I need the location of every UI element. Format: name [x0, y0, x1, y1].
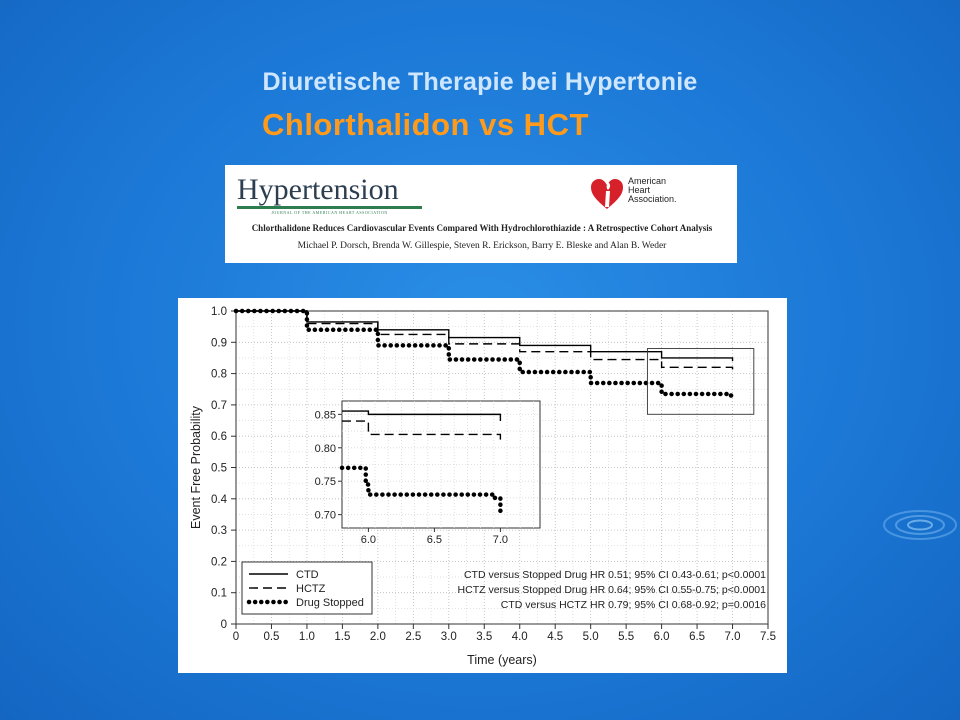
article-title: Chlorthalidone Reduces Cardiovascular Events Compared With Hydrochlorothiazide : A Retrospective Cohort Analysis	[251, 223, 713, 233]
y-tick-label: 0	[220, 619, 227, 631]
slide-title: Diuretische Therapie bei Hypertonie	[262, 68, 698, 96]
y-tick-label: 0.9	[211, 337, 227, 350]
km-chart	[178, 298, 787, 673]
x-tick-label: 4.5	[547, 631, 564, 643]
journal-name: Hypertension	[237, 173, 399, 206]
x-axis-label: Time (years)	[467, 653, 537, 667]
inset-x-tick-label: 7.0	[492, 534, 509, 546]
heart-torch-icon	[589, 177, 625, 211]
journal-bar	[237, 206, 422, 209]
legend-label: CTD	[296, 569, 319, 581]
legend-label: HCTZ	[296, 583, 326, 595]
inset-y-tick-label: 0.75	[314, 476, 336, 489]
inset-x-tick-label: 6.5	[426, 534, 443, 546]
hr-annotation: CTD versus HCTZ HR 0.79; 95% CI 0.68-0.92; p=0.0016	[500, 599, 766, 611]
inset-y-tick-label: 0.70	[314, 509, 336, 522]
x-tick-label: 6.0	[653, 631, 670, 643]
x-tick-label: 5.5	[618, 631, 635, 643]
slide-subtitle: Chlorthalidon vs HCT	[262, 107, 589, 142]
ripple-decoration	[880, 495, 960, 555]
hr-annotation: CTD versus Stopped Drug HR 0.51; 95% CI 0.43-0.61; p<0.0001	[463, 569, 766, 581]
hr-annotation: HCTZ versus Stopped Drug HR 0.64; 95% CI 0.55-0.75; p<0.0001	[457, 584, 766, 596]
y-tick-label: 0.2	[211, 556, 227, 569]
x-tick-label: 3.0	[440, 631, 457, 643]
x-tick-label: 3.5	[476, 631, 493, 643]
y-tick-label: 1.0	[211, 306, 227, 318]
x-tick-label: 0.5	[263, 631, 280, 643]
article-authors: Michael P. Dorsch, Brenda W. Gillespie, Steven R. Erickson, Barry E. Bleske and Alan B. Weder	[297, 241, 667, 251]
y-tick-label: 0.4	[211, 493, 227, 506]
x-tick-label: 2.5	[405, 631, 422, 643]
x-tick-label: 5.0	[582, 631, 599, 643]
y-tick-label: 0.8	[211, 368, 227, 381]
x-tick-label: 7.0	[724, 631, 741, 643]
x-tick-label: 4.0	[511, 631, 528, 643]
x-tick-label: 2.0	[369, 631, 386, 643]
journal-header	[225, 165, 737, 263]
x-tick-label: 1.5	[334, 631, 351, 643]
y-tick-label: 0.7	[211, 399, 227, 412]
x-tick-label: 1.0	[298, 631, 315, 643]
inset-x-tick-label: 6.0	[360, 534, 377, 546]
y-tick-label: 0.3	[211, 525, 227, 538]
journal-tagline: JOURNAL OF THE AMERICAN HEART ASSOCIATION	[271, 210, 388, 215]
x-tick-label: 7.5	[760, 631, 776, 643]
x-tick-label: 0	[232, 631, 240, 643]
y-tick-label: 0.1	[211, 587, 227, 600]
inset-y-tick-label: 0.80	[314, 442, 336, 455]
main-series-hctz	[236, 311, 733, 370]
y-tick-label: 0.6	[211, 431, 227, 444]
aha-name: American Heart Association.	[628, 176, 677, 204]
x-tick-label: 6.5	[689, 631, 706, 643]
y-tick-label: 0.5	[211, 462, 227, 475]
inset-y-tick-label: 0.85	[314, 409, 336, 422]
y-axis-label: Event Free Probability	[189, 406, 203, 529]
km-chart-panel	[178, 298, 787, 673]
legend-label: Drug Stopped	[296, 597, 364, 609]
